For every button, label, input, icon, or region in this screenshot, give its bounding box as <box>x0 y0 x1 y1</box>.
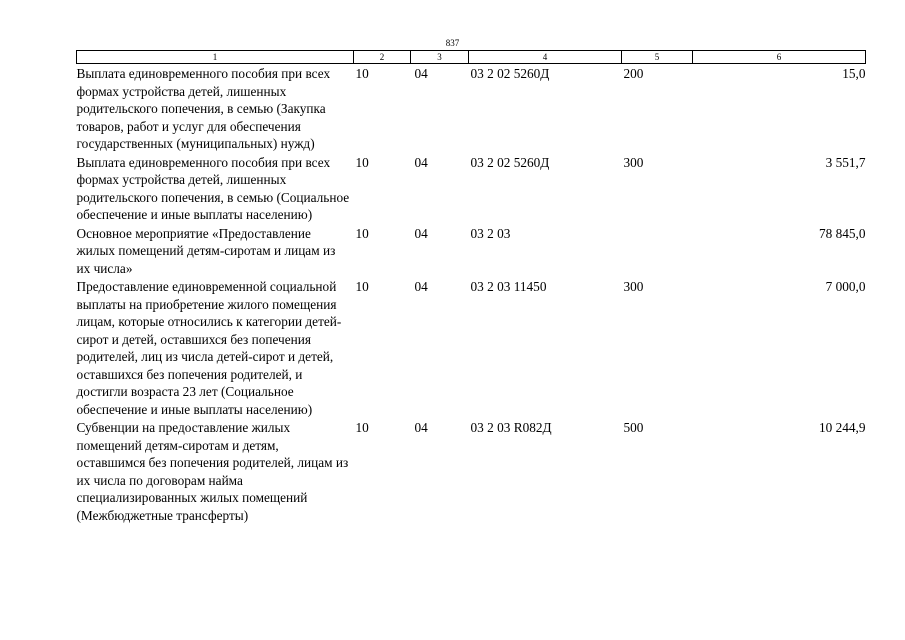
table-row <box>77 153 866 224</box>
row-sum: 7 000,0 <box>825 279 866 294</box>
row-name: Выплата единовременного пособия при всех формах устройства детей, лишенных родительского попечения, в семью (Закупка товаров, работ и услуг для обеспечения государственных (муниципальных) нужд) <box>76 66 331 151</box>
table-header <box>77 51 866 64</box>
header-cell-3: 3 <box>411 51 469 64</box>
row-name: Субвенции на предоставление жилых помещений детям-сиротам и детям, оставшимся без попечения родителей, лицам из их числа по договорам найма специализированных жилых помещений (Межбюджетные трансферты) <box>76 420 349 523</box>
row-expense-type: 200 <box>623 66 644 81</box>
table-row <box>77 277 866 418</box>
row-sum: 3 551,7 <box>825 154 866 170</box>
header-cell-1: 1 <box>77 51 354 64</box>
header-cell-6: 6 <box>693 51 866 64</box>
row-section: 10 <box>355 154 369 170</box>
header-cell-4: 4 <box>469 51 622 64</box>
header-row <box>77 51 866 64</box>
row-expense-type <box>622 224 693 278</box>
table-row <box>77 64 866 153</box>
row-target-article: 03 2 02 5260Д <box>470 154 550 170</box>
header-cell-5: 5 <box>622 51 693 64</box>
row-expense-type: 500 <box>623 420 644 435</box>
row-target-article: 03 2 03 <box>470 225 511 241</box>
row-sum: 78 845,0 <box>818 225 866 241</box>
row-subsection: 04 <box>414 420 428 435</box>
row-section: 10 <box>355 420 369 435</box>
row-subsection: 04 <box>414 66 428 81</box>
row-subsection: 04 <box>414 279 428 294</box>
row-expense-type: 300 <box>623 154 644 170</box>
row-section: 10 <box>355 225 369 241</box>
row-section: 10 <box>355 279 369 294</box>
row-sum: 15,0 <box>842 66 866 81</box>
table-body <box>77 64 866 525</box>
row-subsection: 04 <box>414 154 428 170</box>
row-name: Основное мероприятие «Предоставление жилых помещений детям-сиротам и лицам из их числа» <box>76 225 336 276</box>
row-target-article: 03 2 02 5260Д <box>470 66 550 81</box>
row-sum: 10 244,9 <box>818 420 866 435</box>
table-row <box>77 224 866 278</box>
row-expense-type: 300 <box>623 279 644 294</box>
row-name: Выплата единовременного пособия при всех формах устройства детей, лишенных родительского попечения, в семью (Социальное обеспечение и иные выплаты населению) <box>76 154 350 222</box>
row-section: 10 <box>355 66 369 81</box>
row-name: Предоставление единовременной социальной выплаты на приобретение жилого помещения лицам, которые относились к категории детей-сирот и детей, оставшихся без попечения родителей, лиц из числа детей-сирот и детей, оставшихся без попечения родителей, и достигли возраста 23 лет (Социальное обеспечение и иные выплаты населению) <box>76 279 342 417</box>
row-target-article: 03 2 03 11450 <box>470 279 547 294</box>
table-row <box>77 418 866 524</box>
page-number: 837 <box>445 38 460 48</box>
row-target-article: 03 2 03 R082Д <box>470 420 552 435</box>
budget-table <box>76 50 866 524</box>
header-cell-2: 2 <box>354 51 411 64</box>
row-subsection: 04 <box>414 225 428 241</box>
